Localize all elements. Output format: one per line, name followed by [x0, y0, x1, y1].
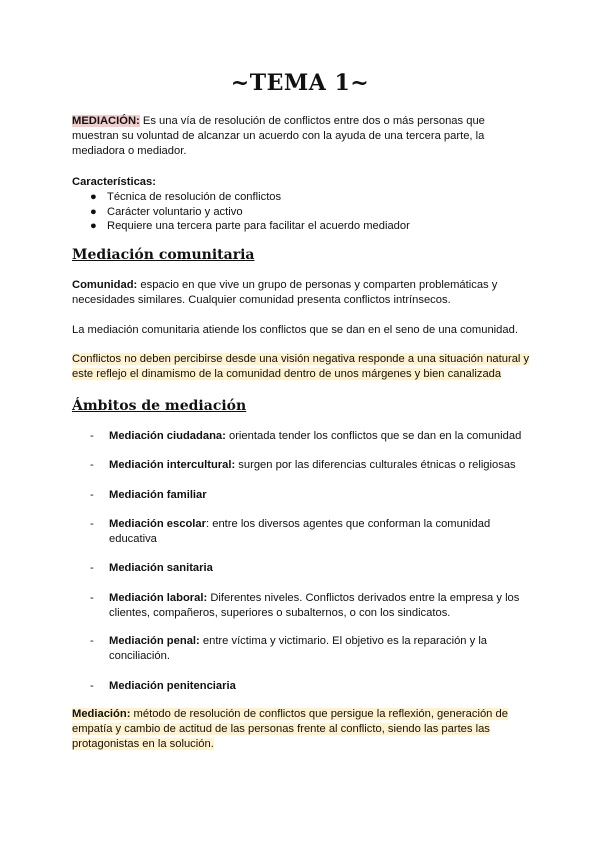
- comunidad-paragraph: [72, 278, 534, 308]
- list-item: - Mediación familiar: [90, 489, 207, 501]
- dash-bullet: -: [90, 459, 94, 471]
- definicion-paragraph: [72, 707, 534, 752]
- ambitos-heading: Ámbitos de mediación: [72, 398, 247, 414]
- bullet-icon: ●: [90, 191, 97, 203]
- bullet-icon: ●: [90, 205, 97, 218]
- list-item: - Mediación sanitaria: [90, 562, 213, 574]
- caracteristicas-list: [72, 190, 410, 234]
- dash-bullet: -: [90, 592, 94, 604]
- comunidad-term: Comunidad:: [72, 279, 138, 291]
- dash-bullet: -: [90, 489, 94, 501]
- dash-bullet: -: [90, 430, 94, 442]
- definicion-term: Mediación:: [72, 708, 131, 720]
- list-item: - Mediación escolar: entre los diversos agentes que conforman la comunidad educativa: [90, 518, 491, 545]
- list-item: - Mediación laboral: Diferentes niveles. Conflictos derivados entre la empresa y los clientes, compañeros, superiores o subalternos, o con los sindicatos.: [90, 592, 520, 619]
- dash-bullet: -: [90, 680, 94, 692]
- conflictos-highlight: Conflictos no deben percibirse desde una visión negativa responde a una situación natural y este reflejo el dinamismo de la comunidad dentro de unos márgenes y bien canalizada: [72, 353, 530, 380]
- list-item: ● Técnica de resolución de conflictos: [90, 191, 282, 203]
- list-item: ● Requiere una tercera parte para facilitar el acuerdo mediador: [90, 220, 410, 232]
- list-item: - Mediación penitenciaria: [90, 680, 236, 692]
- dash-bullet: -: [90, 562, 94, 574]
- intro-paragraph: [72, 114, 534, 159]
- bullet-icon: ●: [90, 220, 97, 232]
- caracteristicas-heading: Características:: [72, 176, 156, 188]
- comunitaria-heading: Mediación comunitaria: [72, 247, 255, 263]
- list-item: - Mediación penal: entre víctima y victimario. El objetivo es la reparación y la conciliación.: [90, 635, 488, 662]
- definicion-text: método de resolución de conflictos que persigue la reflexión, generación de empatía y cambio de actitud de las personas frente al conflicto, siendo las partes las protagonistas en la solución.: [72, 708, 508, 750]
- dash-bullet: -: [90, 635, 94, 647]
- dash-bullet: -: [90, 518, 94, 530]
- comunitaria-paragraph: La mediación comunitaria atiende los conflictos que se dan en el seno de una comunidad.: [72, 324, 518, 336]
- list-item: - Mediación ciudadana: orientada tender los conflictos que se dan en la comunidad: [90, 430, 522, 442]
- list-item: ● Carácter voluntario y activo: [90, 205, 243, 218]
- intro-text: Es una vía de resolución de conflictos entre dos o más personas que muestran su voluntad de alcanzar un acuerdo con la ayuda de una tercera parte, la mediadora o mediador.: [72, 115, 485, 157]
- page-title: ~TEMA 1~: [230, 70, 370, 96]
- intro-term: MEDIACIÓN:: [72, 115, 140, 127]
- comunidad-text: espacio en que vive un grupo de personas y comparten problemáticas y necesidades similares. Cualquier comunidad presenta conflictos intrínsecos.: [72, 279, 498, 306]
- list-item: - Mediación intercultural: surgen por las diferencias culturales étnicas o religiosas: [90, 459, 516, 471]
